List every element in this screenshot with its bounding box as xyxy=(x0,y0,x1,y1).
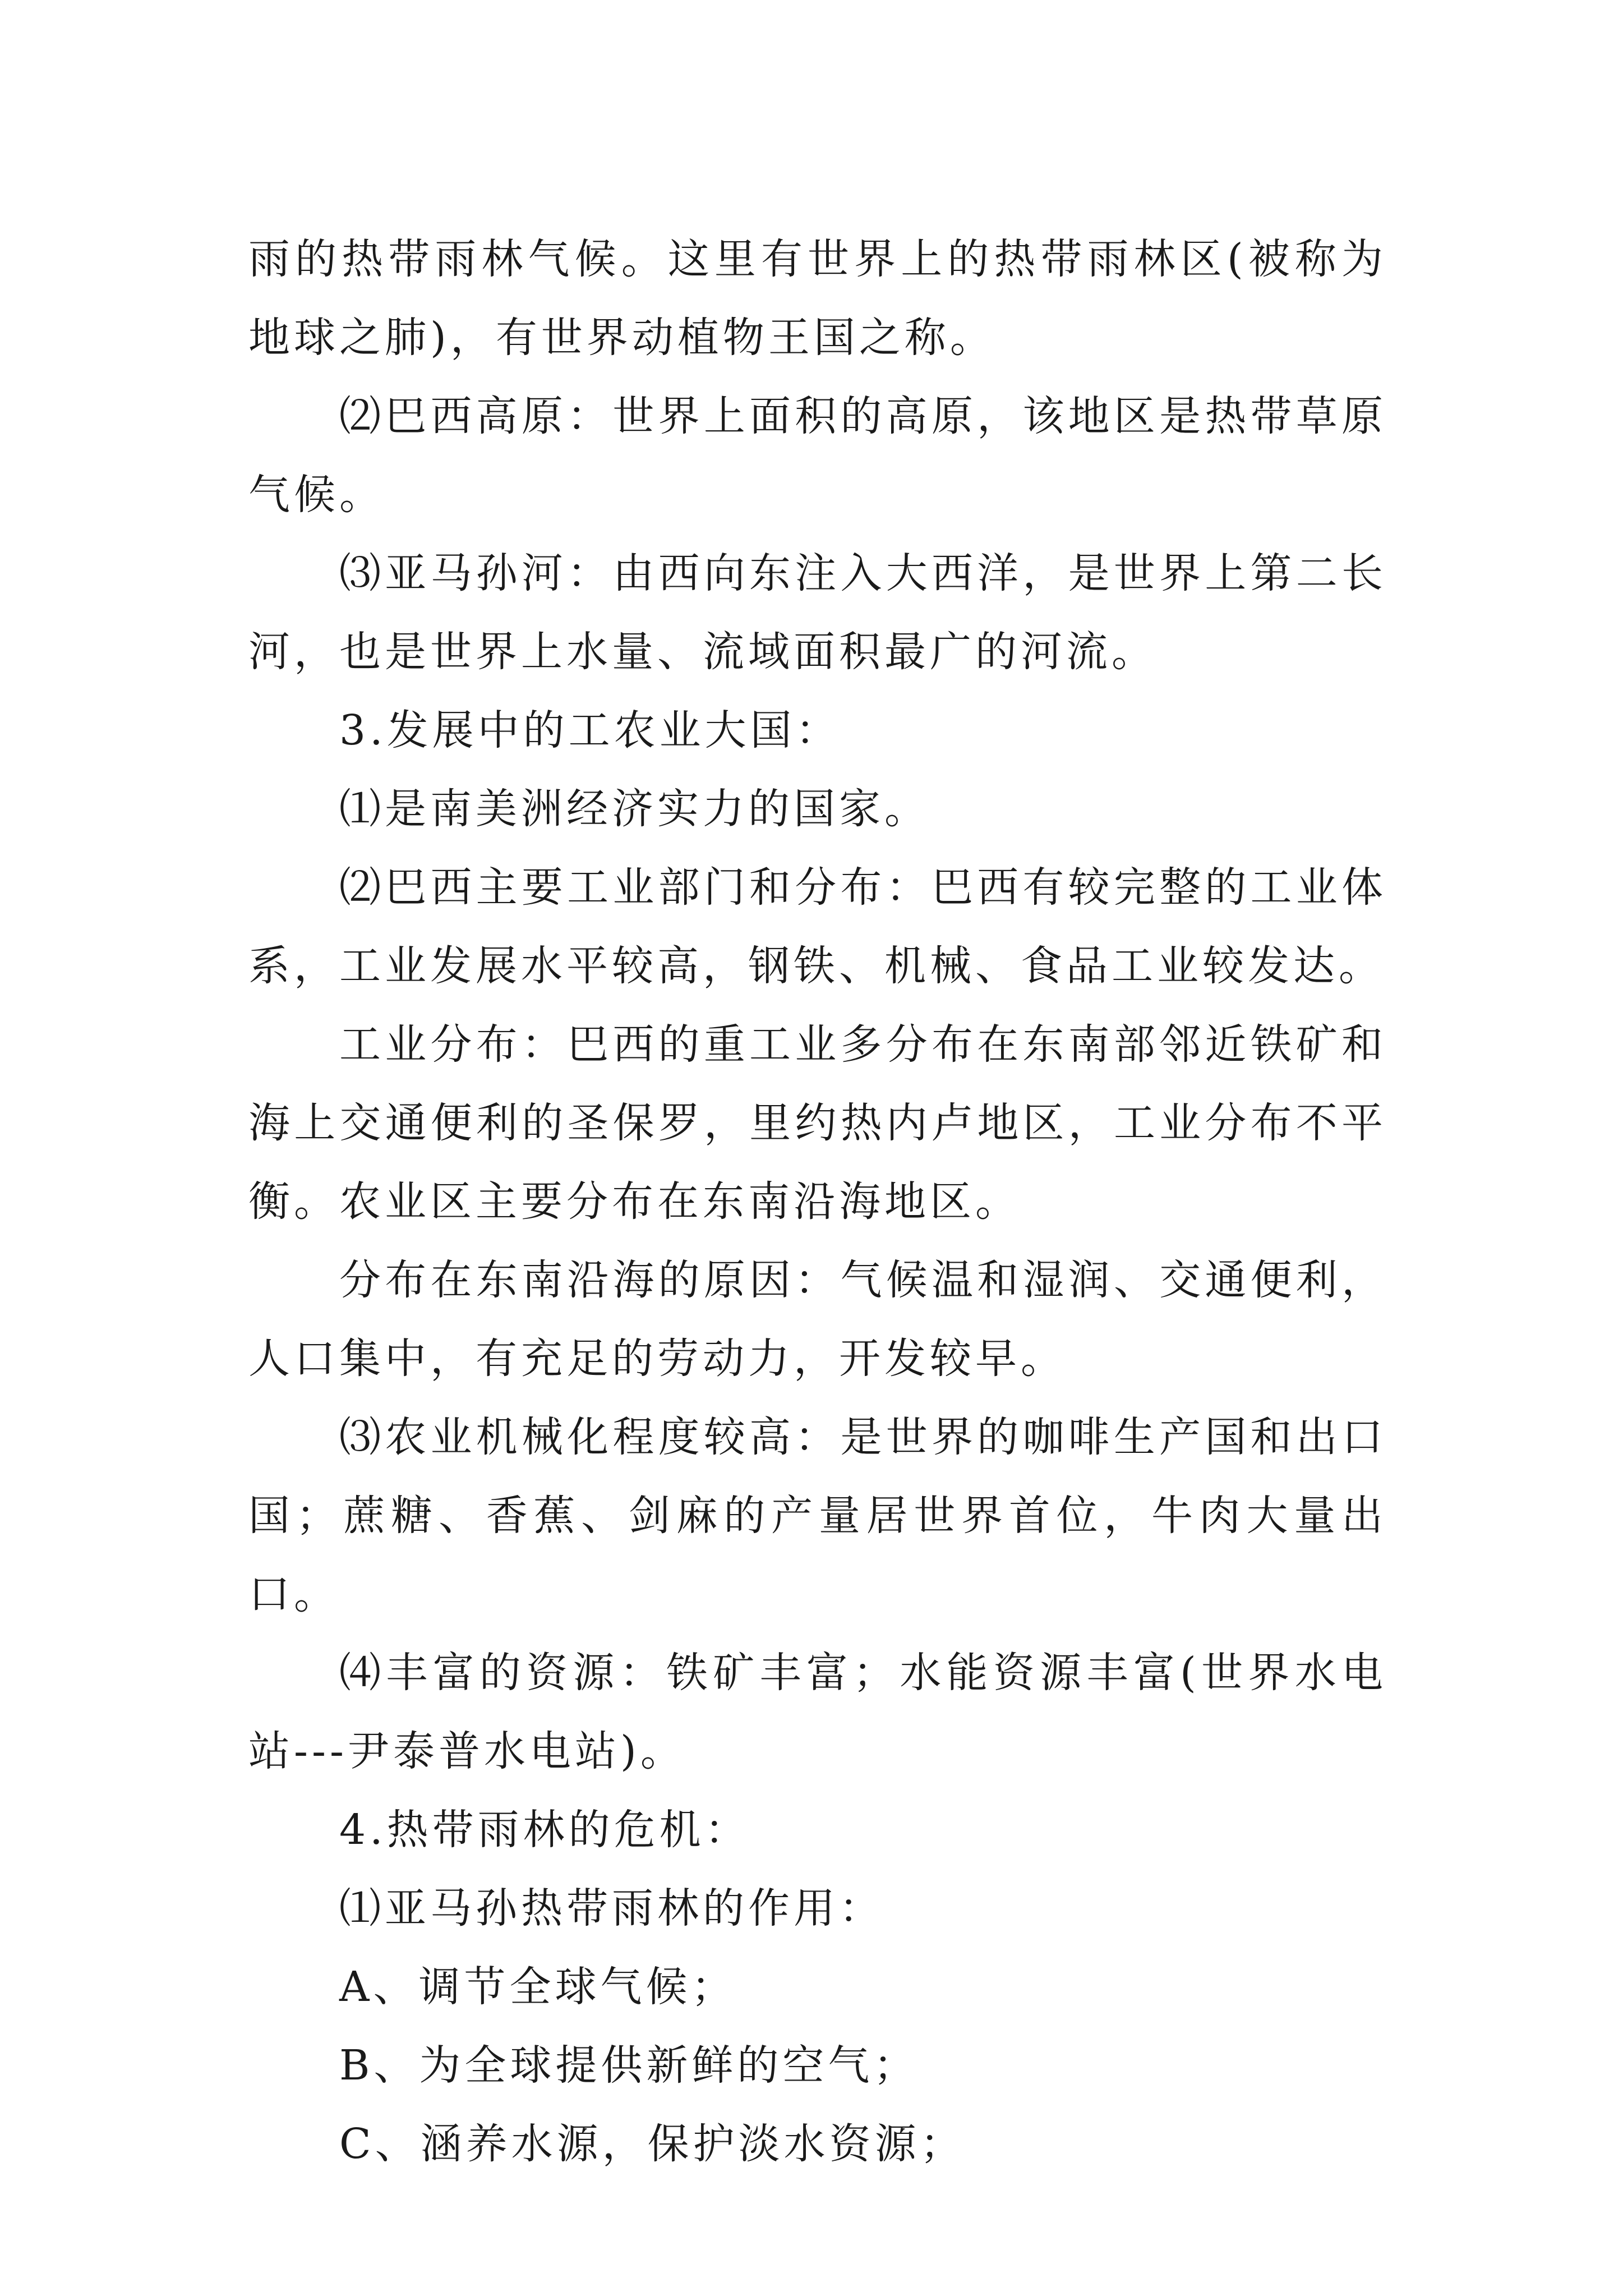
list-item-b: B、为全球提供新鲜的空气； xyxy=(339,2041,919,2090)
paragraph-8: 分布在东南沿海的原因：气候温和湿润、交通便利，人口集中，有充足的劳动力，开发较早。 xyxy=(248,1256,1387,1383)
paragraph-1: 雨的热带雨林气候。这里有世界上的热带雨林区(被称为地球之肺)，有世界动植物王国之称。 xyxy=(248,235,1387,362)
paragraph-5: ⑴是南美洲经济实力的国家。 xyxy=(339,785,930,833)
paragraph-6: ⑵巴西主要工业部门和分布：巴西有较完整的工业体系，工业发展水平较高，钢铁、机械、食品工业较发达。 xyxy=(248,863,1387,990)
paragraph-10: ⑷丰富的资源：铁矿丰富；水能资源丰富(世界水电站---尹泰普水电站)。 xyxy=(248,1649,1387,1775)
paragraph-12: ⑴亚马孙热带雨林的作用： xyxy=(339,1884,884,1932)
paragraph-7: 工业分布：巴西的重工业多分布在东南部邻近铁矿和海上交通便利的圣保罗，里约热内卢地区，工业分布不平衡。农业区主要分布在东南沿海地区。 xyxy=(248,1020,1387,1226)
paragraph-9: ⑶农业机械化程度较高：是世界的咖啡生产国和出口国；蔗糖、香蕉、剑麻的产量居世界首位，牛肉大量出口。 xyxy=(248,1413,1387,1618)
document-body xyxy=(248,220,1387,2183)
list-item-a: A、调节全球气候； xyxy=(339,1963,737,2011)
list-item-c: C、涵养水源，保护淡水资源； xyxy=(339,2120,966,2168)
section-heading-4: 4.热带雨林的危机： xyxy=(339,1806,750,1854)
section-heading-3: 3.发展中的工农业大国： xyxy=(339,706,841,754)
paragraph-3: ⑶亚马孙河：由西向东注入大西洋，是世界上第二长河，也是世界上水量、流域面积最广的河流。 xyxy=(248,549,1387,676)
paragraph-2: ⑵巴西高原：世界上面积的高原，该地区是热带草原气候。 xyxy=(248,392,1387,519)
